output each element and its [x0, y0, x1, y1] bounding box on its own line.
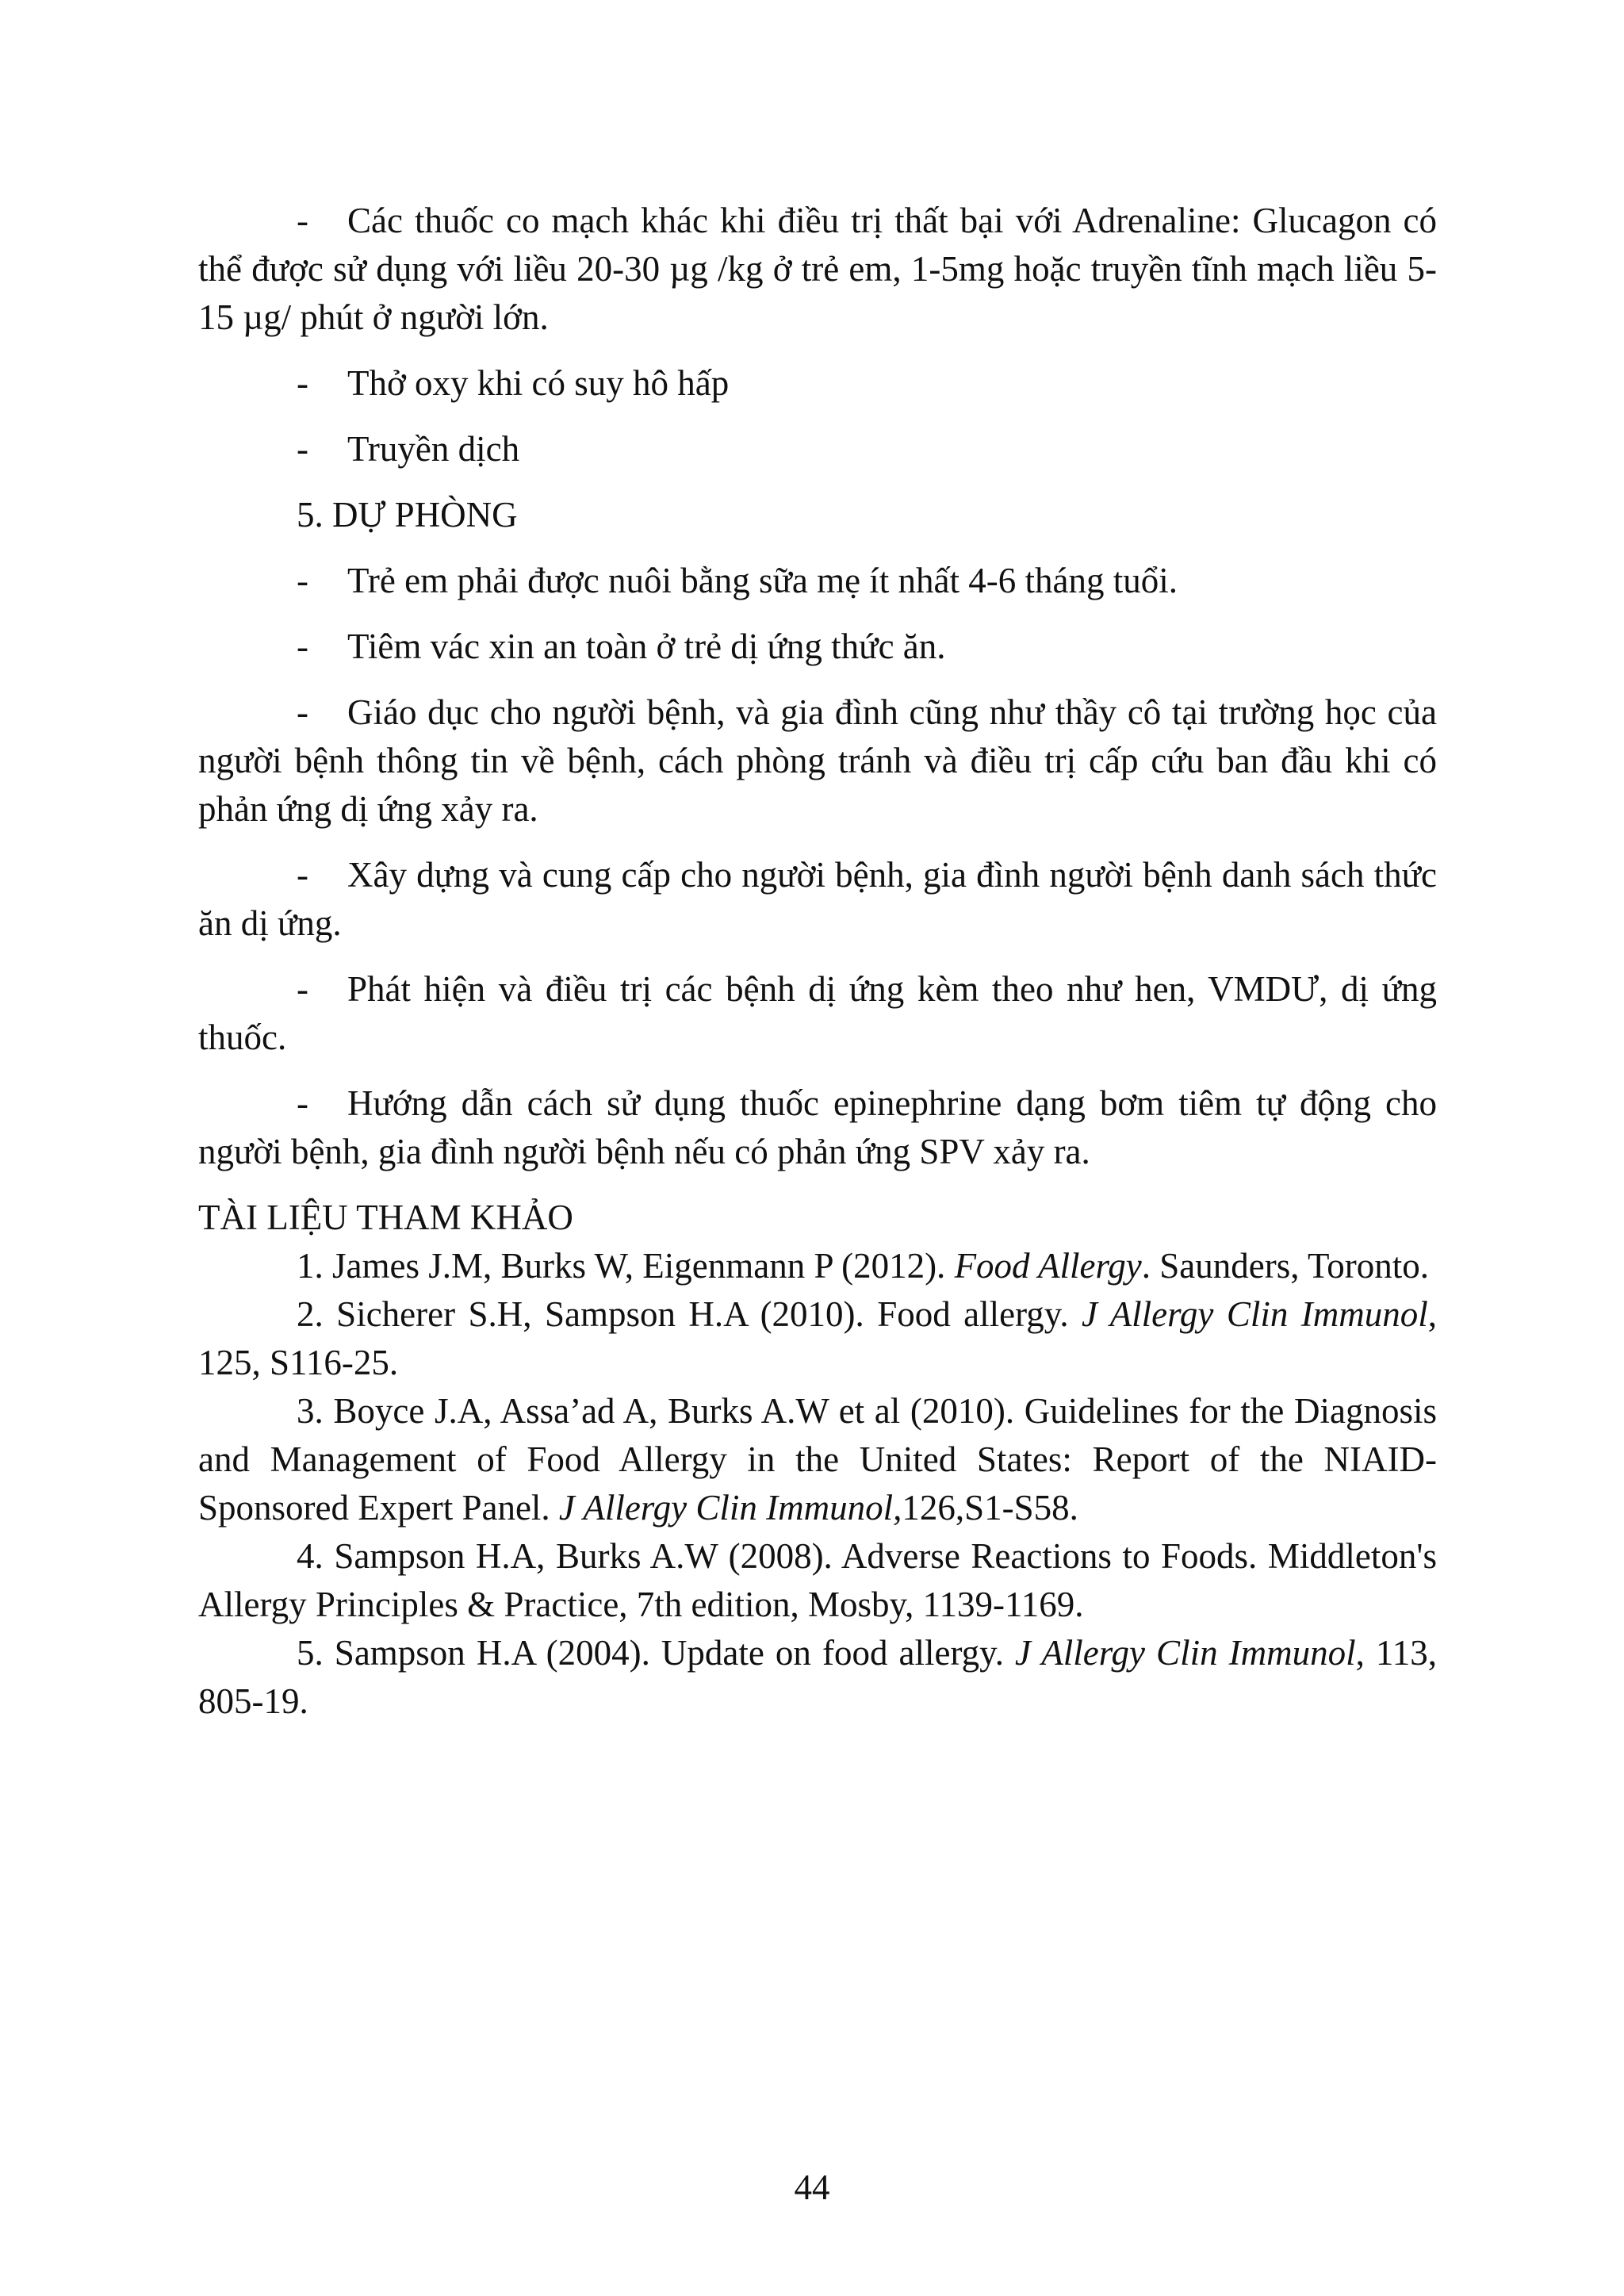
bullet-text: Hướng dẫn cách sử dụng thuốc epinephrine dạng bơm tiêm tự động cho người bệnh, gia đình người bệnh nếu có phản ứng SPV xảy ra.	[198, 1083, 1437, 1171]
bullet-dash: -	[297, 855, 308, 895]
reference-text: 126,S1-S58.	[902, 1488, 1078, 1527]
reference-italic: J Allergy Clin Immunol	[1082, 1294, 1428, 1334]
reference-text: 5. Sampson H.A (2004). Update on food allergy.	[297, 1633, 1016, 1673]
reference-item	[198, 1629, 1437, 1726]
reference-text: , 113, 805-19.	[198, 1633, 1437, 1721]
reference-item	[198, 1242, 1437, 1290]
bullet-dash: -	[297, 969, 308, 1009]
bullet-item	[198, 557, 1437, 605]
page-content	[198, 197, 1437, 1726]
reference-italic: J Allergy Clin Immunol,	[558, 1488, 902, 1527]
bullet-text: Tiêm vác xin an toàn ở trẻ dị ứng thức ăn.	[347, 627, 946, 666]
bullet-text: Truyền dịch	[347, 429, 520, 469]
references-title: TÀI LIỆU THAM KHẢO	[198, 1198, 573, 1237]
bullet-text: Giáo dục cho người bệnh, và gia đình cũng như thầy cô tại trường học của người bệnh thông tin về bệnh, cách phòng tránh và điều trị cấp cứu ban đầu khi có phản ứng dị ứng xảy ra.	[198, 692, 1437, 829]
bullet-item	[198, 688, 1437, 834]
bullet-item	[198, 197, 1437, 342]
reference-text: 1. James J.M, Burks W, Eigenmann P (2012).	[297, 1246, 955, 1286]
bullet-dash: -	[297, 692, 308, 732]
reference-text: , 125, S116-25.	[198, 1294, 1438, 1382]
page-number: 44	[794, 2168, 830, 2207]
bullet-dash: -	[297, 363, 308, 403]
bullet-item	[198, 1079, 1437, 1176]
reference-italic: J Allergy Clin Immunol	[1015, 1633, 1356, 1673]
section-heading: 5. DỰ PHÒNG	[297, 495, 518, 535]
reference-item	[198, 1532, 1437, 1629]
reference-item	[198, 1387, 1437, 1532]
bullet-text: Trẻ em phải được nuôi bằng sữa mẹ ít nhất 4-6 tháng tuổi.	[347, 561, 1178, 600]
bullet-item	[198, 425, 1437, 473]
bullet-dash: -	[297, 1083, 308, 1123]
bullet-dash: -	[297, 201, 308, 240]
reference-italic: Food Allergy	[954, 1246, 1142, 1286]
bullet-item	[198, 359, 1437, 408]
reference-text: 4. Sampson H.A, Burks A.W (2008). Adverse Reactions to Foods. Middleton's Allergy Principles & Practice, 7th edition, Mosby, 1139-1169.	[198, 1536, 1437, 1624]
reference-text: 2. Sicherer S.H, Sampson H.A (2010). Food allergy.	[297, 1294, 1082, 1334]
bullet-item	[198, 965, 1437, 1062]
bullet-text: Xây dựng và cung cấp cho người bệnh, gia đình người bệnh danh sách thức ăn dị ứng.	[198, 855, 1437, 943]
bullet-text: Thở oxy khi có suy hô hấp	[347, 363, 730, 403]
bullet-item	[198, 851, 1437, 948]
bullet-text: Phát hiện và điều trị các bệnh dị ứng kèm theo như hen, VMDƯ, dị ứng thuốc.	[198, 969, 1437, 1057]
bullet-dash: -	[297, 561, 308, 600]
bullet-dash: -	[297, 429, 308, 469]
bullet-dash: -	[297, 627, 308, 666]
reference-text: . Saunders, Toronto.	[1141, 1246, 1430, 1286]
reference-text: 3. Boyce J.A, Assa’ad A, Burks A.W et al (2010). Guidelines for the Diagnosis and Management of Food Allergy in the United States: Report of the NIAID-Sponsored Expert Panel.	[198, 1391, 1437, 1527]
reference-item	[198, 1290, 1437, 1387]
bullet-item	[198, 623, 1437, 671]
bullet-text: Các thuốc co mạch khác khi điều trị thất bại với Adrenaline: Glucagon có thể được sử dụng với liều 20-30 µg /kg ở trẻ em, 1-5mg hoặc truyền tĩnh mạch liều 5-15 µg/ phút ở người lớn.	[198, 201, 1437, 337]
